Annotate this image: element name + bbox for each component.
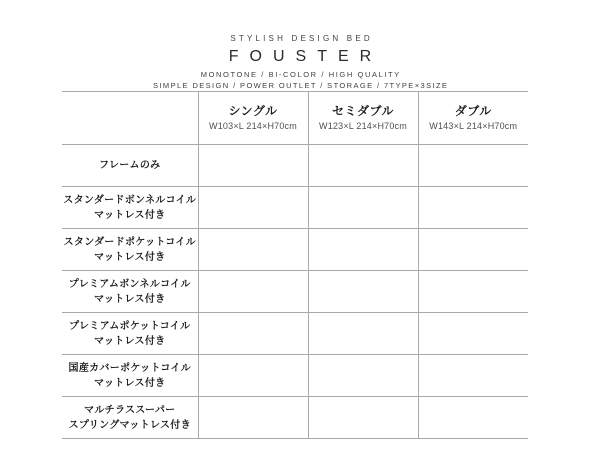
price-cell <box>418 229 528 271</box>
table-row <box>62 187 528 229</box>
col-header-semidouble <box>308 92 418 145</box>
price-cell <box>308 313 418 355</box>
price-cell <box>308 187 418 229</box>
col-name: セミダブル <box>331 104 395 118</box>
table-row <box>62 313 528 355</box>
price-cell <box>418 313 528 355</box>
table-row <box>62 355 528 397</box>
table-row <box>62 229 528 271</box>
price-cell <box>418 187 528 229</box>
col-dimensions: W143×L 214×H70cm <box>429 121 518 131</box>
table-row <box>62 271 528 313</box>
row-label-standard-bonnell: スタンダードボンネルコイル マットレス付き <box>62 187 198 229</box>
brand-title: FOUSTER <box>228 48 383 65</box>
brand-subtitle-2: SIMPLE DESIGN / POWER OUTLET / STORAGE / 7TYPE×3SIZE <box>153 81 449 90</box>
col-name: シングル <box>228 104 278 118</box>
price-cell <box>308 271 418 313</box>
price-cell <box>198 397 308 439</box>
corner-cell <box>62 92 198 145</box>
price-cell <box>308 397 418 439</box>
price-cell <box>418 397 528 439</box>
row-label-frame-only: フレームのみ <box>62 145 198 187</box>
price-cell <box>418 355 528 397</box>
table-row <box>62 397 528 439</box>
row-label-multilas-super-spring: マルチラススーパー スプリングマットレス付き <box>62 397 198 439</box>
table-row <box>62 145 528 187</box>
row-label-premium-pocket: プレミアムポケットコイル マットレス付き <box>62 313 198 355</box>
col-name: ダブル <box>454 104 492 118</box>
col-header-single <box>198 92 308 145</box>
price-cell <box>198 271 308 313</box>
brand-subtitle-1: MONOTONE / BI-COLOR / HIGH QUALITY <box>200 70 401 79</box>
price-cell <box>198 145 308 187</box>
price-cell <box>198 355 308 397</box>
size-price-table <box>62 91 528 439</box>
price-cell <box>198 229 308 271</box>
row-label-domestic-cover-pocket: 国産カバーポケットコイル マットレス付き <box>62 355 198 397</box>
price-cell <box>198 313 308 355</box>
price-cell <box>308 355 418 397</box>
row-label-premium-bonnell: プレミアムボンネルコイル マットレス付き <box>62 271 198 313</box>
col-dimensions: W103×L 214×H70cm <box>209 121 297 131</box>
brand-header <box>0 34 600 90</box>
price-cell <box>198 187 308 229</box>
col-header-double <box>418 92 528 145</box>
col-dimensions: W123×L 214×H70cm <box>319 121 407 131</box>
row-label-standard-pocket: スタンダードポケットコイル マットレス付き <box>62 229 198 271</box>
price-cell <box>308 229 418 271</box>
price-cell <box>418 145 528 187</box>
price-cell <box>308 145 418 187</box>
price-cell <box>418 271 528 313</box>
brand-tagline: STYLISH DESIGN BED <box>230 34 373 43</box>
table-header-row <box>62 92 528 145</box>
